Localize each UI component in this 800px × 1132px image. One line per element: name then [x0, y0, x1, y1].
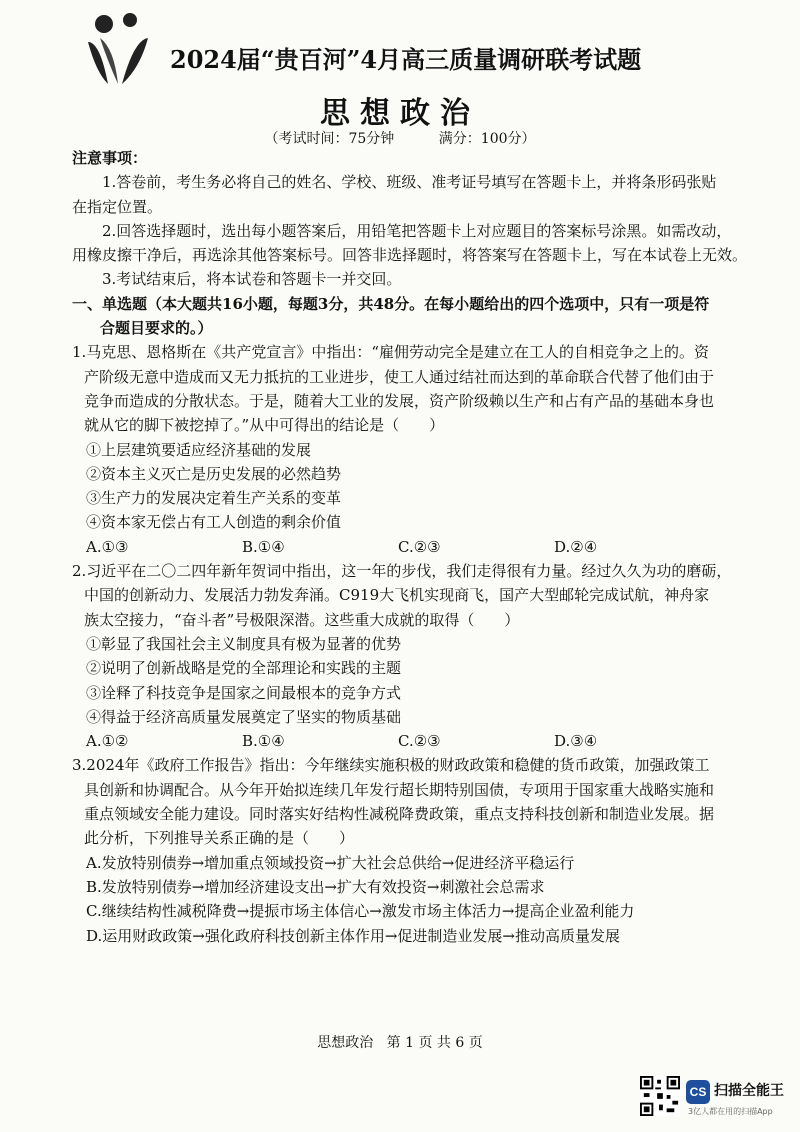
choice-a: A.①③	[86, 537, 129, 556]
section-heading: 一、单选题（本大题共16小题，每题3分，共48分。在每小题给出的四个选项中，只有一项是符	[72, 294, 710, 313]
question-stem: 3.2024年《政府工作报告》指出：今年继续实施积极的财政政策和稳健的货币政策，加强政策工	[72, 756, 710, 775]
note-line: 1.答卷前，考生务必将自己的姓名、学校、班级、准考证号填写在答题卡上，并将条形码张贴	[102, 173, 717, 192]
choice-b: B.①④	[242, 732, 285, 751]
choice-d: D.②④	[554, 537, 598, 556]
note-line: 3.考试结束后，将本试卷和答题卡一并交回。	[102, 270, 402, 289]
school-logo-icon	[78, 12, 158, 92]
question-stem: 就从它的脚下被挖掉了。”从中可得出的结论是（ ）	[84, 416, 445, 435]
question-1	[72, 340, 752, 559]
question-2	[72, 559, 752, 753]
note-line: 用橡皮擦干净后，再选涂其他答案标号。回答非选择题时，将答案写在答题卡上，写在本试卷上无效。	[72, 246, 748, 265]
camscanner-slogan: 3亿人都在用的扫描App	[688, 1107, 773, 1116]
section-heading-cont: 合题目要求的。）	[100, 319, 213, 338]
question-stem: 2.习近平在二〇二四年新年贺词中指出，这一年的步伐，我们走得很有力量。经过久久为功的磨砺，	[72, 562, 732, 581]
answer-option-a: A.发放特别债券→增加重点领域投资→扩大社会总供给→促进经济平稳运行	[86, 853, 575, 872]
page-footer: 思想政治 第 1 页 共 6 页	[317, 1035, 483, 1051]
question-stem: 重点领域安全能力建设。同时落实好结构性减税降费政策，重点支持科技创新和制造业发展。据	[84, 805, 715, 824]
question-stem: 具创新和协调配合。从今年开始拟连续几年发行超长期特别国债，专项用于国家重大战略实施和	[84, 780, 715, 799]
answer-choices	[72, 535, 752, 559]
statement-option: ④资本家无偿占有工人创造的剩余价值	[86, 513, 342, 532]
note-line: 2.回答选择题时，选出每小题答案后，用铅笔把答题卡上对应题目的答案标号涂黑。如需改动，	[102, 221, 732, 240]
note-line: 在指定位置。	[72, 197, 163, 216]
question-stem: 此分析，下列推导关系正确的是（ ）	[84, 829, 355, 848]
choice-c: C.②③	[398, 537, 441, 556]
notes-heading: 注意事项：	[72, 149, 148, 167]
statement-option: ②说明了创新战略是党的全部理论和实践的主题	[86, 659, 402, 678]
exam-body	[72, 146, 752, 948]
statement-option: ①彰显了我国社会主义制度具有极为显著的优势	[86, 634, 402, 653]
question-stem: 中国的创新动力、发展活力勃发奔涌。C919大飞机实现商飞，国产大型邮轮完成试航，神舟家	[84, 586, 710, 605]
answer-choices	[72, 729, 752, 753]
statement-option: ④得益于经济高质量发展奠定了坚实的物质基础	[86, 707, 402, 726]
subject-title: 思想政治	[320, 96, 480, 131]
question-stem: 族太空接力，“奋斗者”号极限深潜。这些重大成就的取得（ ）	[84, 610, 520, 629]
qr-code-icon	[640, 1076, 680, 1116]
statement-option: ②资本主义灭亡是历史发展的必然趋势	[86, 464, 342, 483]
answer-option-d: D.运用财政政策→强化政府科技创新主体作用→促进制造业发展→推动高质量发展	[86, 926, 620, 945]
exam-title: 2024届“贵百河”4月高三质量调研联考试题	[170, 45, 642, 74]
exam-info: （考试时间：75分钟 满分：100分）	[264, 131, 536, 147]
statement-option: ①上层建筑要适应经济基础的发展	[86, 440, 312, 459]
question-stem: 竞争而造成的分散状态。于是，随着大工业的发展，资产阶级赖以生产和占有产品的基础本身也	[84, 391, 715, 410]
statement-option: ③诠释了科技竞争是国家之间最根本的竞争方式	[86, 683, 402, 702]
choice-d: D.③④	[554, 732, 598, 751]
choice-b: B.①④	[242, 537, 285, 556]
choice-c: C.②③	[398, 732, 441, 751]
answer-option-c: C.继续结构性减税降费→提振市场主体信心→激发市场主体活力→提高企业盈利能力	[86, 902, 635, 921]
camscanner-name: 扫描全能王	[714, 1083, 784, 1099]
question-stem: 产阶级无意中造成而又无力抵抗的工业进步，使工人通过结社而达到的革命联合代替了他们由于	[84, 367, 715, 386]
choice-a: A.①②	[86, 732, 129, 751]
camscanner-badge: CS	[686, 1080, 710, 1104]
question-3	[72, 753, 752, 947]
statement-option: ③生产力的发展决定着生产关系的变革	[86, 489, 342, 508]
answer-option-b: B.发放特别债券→增加经济建设支出→扩大有效投资→刺激社会总需求	[86, 877, 545, 896]
question-stem: 1.马克思、恩格斯在《共产党宣言》中指出：“雇佣劳动完全是建立在工人的自相竞争之上的。资	[72, 343, 709, 362]
